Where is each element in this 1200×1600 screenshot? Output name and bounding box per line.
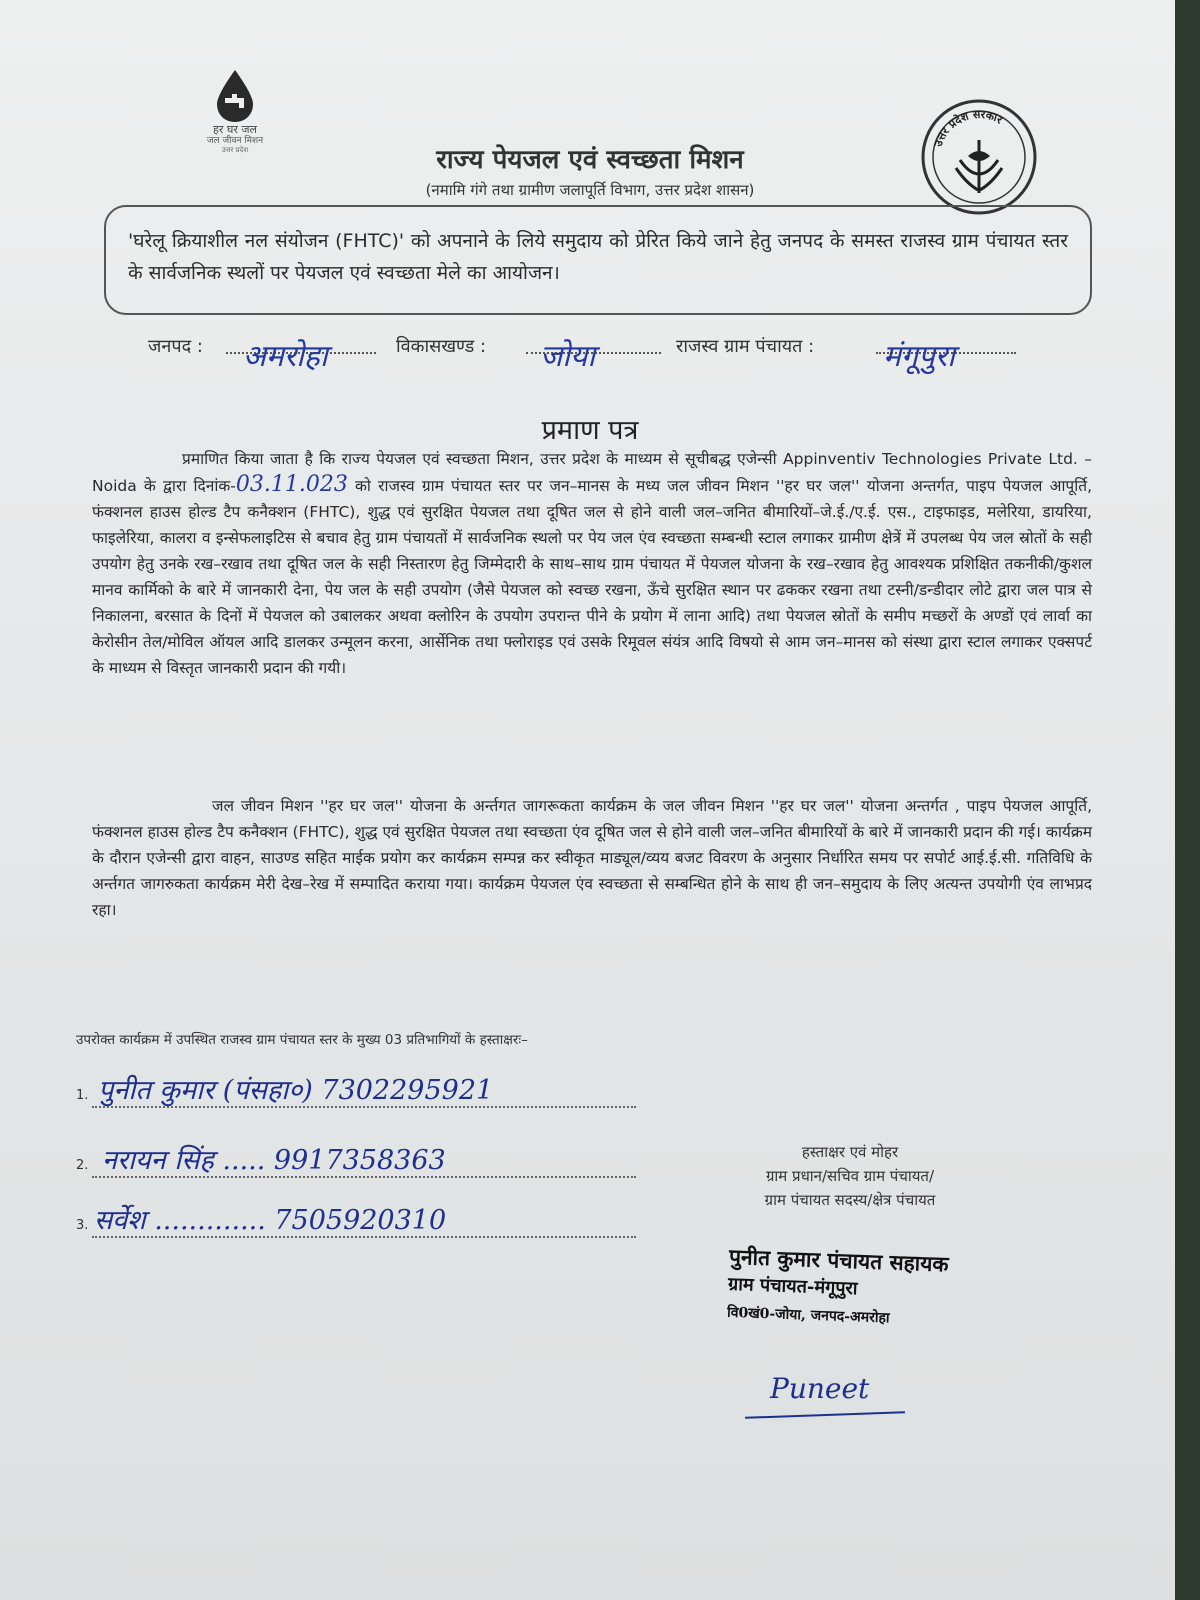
sign-label-line-3: ग्राम पंचायत सदस्य/क्षेत्र पंचायत — [764, 1191, 936, 1209]
department-subtitle: (नमामि गंगे तथा ग्रामीण जलापूर्ति विभाग, उत्तर प्रदेश शासन) — [425, 181, 755, 199]
certificate-paragraph-1 — [92, 446, 1092, 681]
location-row — [148, 320, 1048, 374]
har-ghar-jal-logo — [190, 68, 280, 154]
participant-signature-3 — [76, 1200, 636, 1244]
stamp-line-2: ग्राम पंचायत-मंगूपुरा — [727, 1273, 858, 1300]
signature-text: पुनीत कुमार (पंसहा०) 7302295921 — [98, 1075, 494, 1106]
event-date: 03.11.023 — [235, 472, 348, 497]
stamp-line-1: पुनीत कुमार पंचायत सहायक — [728, 1243, 949, 1277]
up-government-seal-icon — [920, 98, 1038, 216]
para2-text: जल जीवन मिशन ''हर घर जल'' योजना के अर्न्तगत जागरूकता कार्यक्रम के जल जीवन मिशन ''हर घर जल'' योजना अन्तर्गत , पाइप पेयजल आपूर्ति, फंक्शनल हाउस होल्ड टैप कनैक्शन (FHTC), शुद्ध एवं सुरक्षित पेयजल तथा स्वच्छता एंव दूषित जल से होने वाली जल–जनित बीमारियों के बारे में जानकारी प्रदान की गई। कार्यक्रम के दौरान एजेन्सी द्वारा वाहन, साउण्ड सहित माईक प्रयोग कर कार्यक्रम सम्पन्न कर स्वीकृत माड्यूल/व्यय बजट विवरण के अनुसार निर्धारित समय पर सपोर्ट आई.ई.सी. गतिविधि के अर्न्तगत जागरुकता कार्यक्रम मेरी देख–रेख में सम्पादित कराया गया। कार्यक्रम पेयजल एंव स्वच्छता से सम्बन्धित होने के साथ ही जन–समुदाय के लिए अत्यन्त उपयोगी एंव लाभप्रद रहा। — [92, 797, 1092, 919]
certificate-paragraph-2 — [92, 793, 1092, 923]
mission-title: राज्य पेयजल एवं स्वच्छता मिशन — [436, 145, 744, 175]
block-label: विकासखण्ड : — [396, 336, 487, 357]
official-stamp — [727, 1243, 1030, 1337]
sign-label-line-2: ग्राम प्रधान/सचिव ग्राम पंचायत/ — [765, 1167, 935, 1185]
seal-text: उत्तर प्रदेश सरकार — [931, 107, 1005, 149]
signature-number: 2. — [76, 1158, 89, 1173]
signature-underline — [745, 1411, 905, 1419]
logo-text-2: जल जीवन मिशन — [206, 136, 264, 146]
logo-text-3: उत्तर प्रदेश — [221, 146, 249, 154]
gram-panchayat-label: राजस्व ग्राम पंचायत : — [676, 336, 815, 357]
para1-text-b: को राजस्व ग्राम पंचायत स्तर पर जन–मानस के मध्य जल जीवन मिशन ''हर घर जल'' योजना अन्तर्गत, पाइप पेयजल आपूर्ति, फंक्शनल हाउस होल्ड टैप कनैक्शन (FHTC), शुद्ध एवं सुरक्षित पेयजल तथा दूषित जल से होने वाली जल–जनित बीमारियों–जे.ई./ए.ई. एस., टाइफाइड, मलेरिया, डायरिया, फाइलेरिया, कालरा व इन्सेफलाइटिस से बचाव हेतु ग्राम पंचायतों में सार्वजनिक स्थलो पर पेय जल एंव स्वच्छता सम्बन्धी स्टाल लगाकर ग्रामीण क्षेत्रें में उपलब्ध पेय जल स्रोतों के सही उपयोग हेतु उनके रख–रखाव तथा दूषित जल के सही निस्तारण हेतु जिम्मेदारी के साथ–साथ ग्राम पंचायत में पेयजल योजना के रख–रखाव हेतु आवश्यक प्रशिक्षित तकनीकी/कुशल मानव कार्मिको के बारे में जानकारी देना, पेय जल के सही उपयोग (जैसे पेयजल को स्वच्छ रखना, ऊँचे सुरक्षित स्थान पर ढककर रखना तथा टस्नी/डन्डीदार लोटे द्वारा जल पात्र से निकालना, बरसात के दिनों में पेयजल को उबालकर अथवा क्लोरिन के उपयोग उपरान्त पीने के प्रयोग में लाना आदि) तथा पेयजल स्रोतों के समीप मच्छरों के अण्डों एवं लार्वा का केरोसीन तेल/मोविल ऑयल आदि डालकर उन्मूलन करना, आर्सेनिक तथा फ्लोराइड एवं उसके रिमूवल संयंत्र आदि विषयो से आम जन–मानस को संस्था द्वारा स्टाल लगाकर एक्सपर्ट के माध्यम से विस्तृत जानकारी प्रदान की गयी। — [92, 477, 1093, 677]
water-drop-tap-icon — [213, 68, 257, 124]
block-value: जोया — [540, 339, 596, 374]
signature-number: 3. — [76, 1218, 89, 1233]
certificate-title: प्रमाण पत्र — [541, 415, 639, 446]
participant-signature-2 — [76, 1140, 636, 1184]
signature-number: 1. — [76, 1088, 89, 1103]
sign-label-line-1: हस्ताक्षर एवं मोहर — [801, 1143, 899, 1161]
stamp-line-3: वि0खं0-जोया, जनपद-अमरोहा — [726, 1304, 890, 1327]
district-label: जनपद : — [148, 336, 203, 357]
signature-text: सर्वेश ............. 7505920310 — [94, 1205, 447, 1236]
logo-text-1: हर घर जल — [213, 123, 257, 136]
para1-text-a: प्रमाणित किया जाता है कि राज्य पेयजल एवं स्वच्छता मिशन, उत्तर प्रदेश के माध्यम से सूचीबद्ध एजेन्सी Appinventiv Technologies Private Ltd. – Noida के द्वारा दिनांक- — [92, 450, 1092, 495]
signature-and-seal-label — [715, 1140, 985, 1212]
handwritten-signature: Puneet — [770, 1372, 870, 1405]
district-value: अमरोहा — [243, 339, 328, 374]
event-description-box: 'घरेलू क्रियाशील नल संयोजन (FHTC)' को अपनाने के लिये समुदाय को प्रेरित किये जाने हेतु जनपद के समस्त राजस्व ग्राम पंचायत स्तर के सार्वजनिक स्थलों पर पेयजल एवं स्वच्छता मेले का आयोजन। — [104, 205, 1092, 315]
signature-text: नरायन सिंह ..... 9917358363 — [102, 1145, 446, 1176]
attendance-label: उपरोक्त कार्यक्रम में उपस्थित राजस्व ग्राम पंचायत स्तर के मुख्य 03 प्रतिभागियों के हस्ताक्षरः– — [76, 1032, 528, 1048]
participant-signature-1 — [76, 1070, 636, 1114]
gram-panchayat-value: मंगूपुरा — [883, 339, 955, 374]
